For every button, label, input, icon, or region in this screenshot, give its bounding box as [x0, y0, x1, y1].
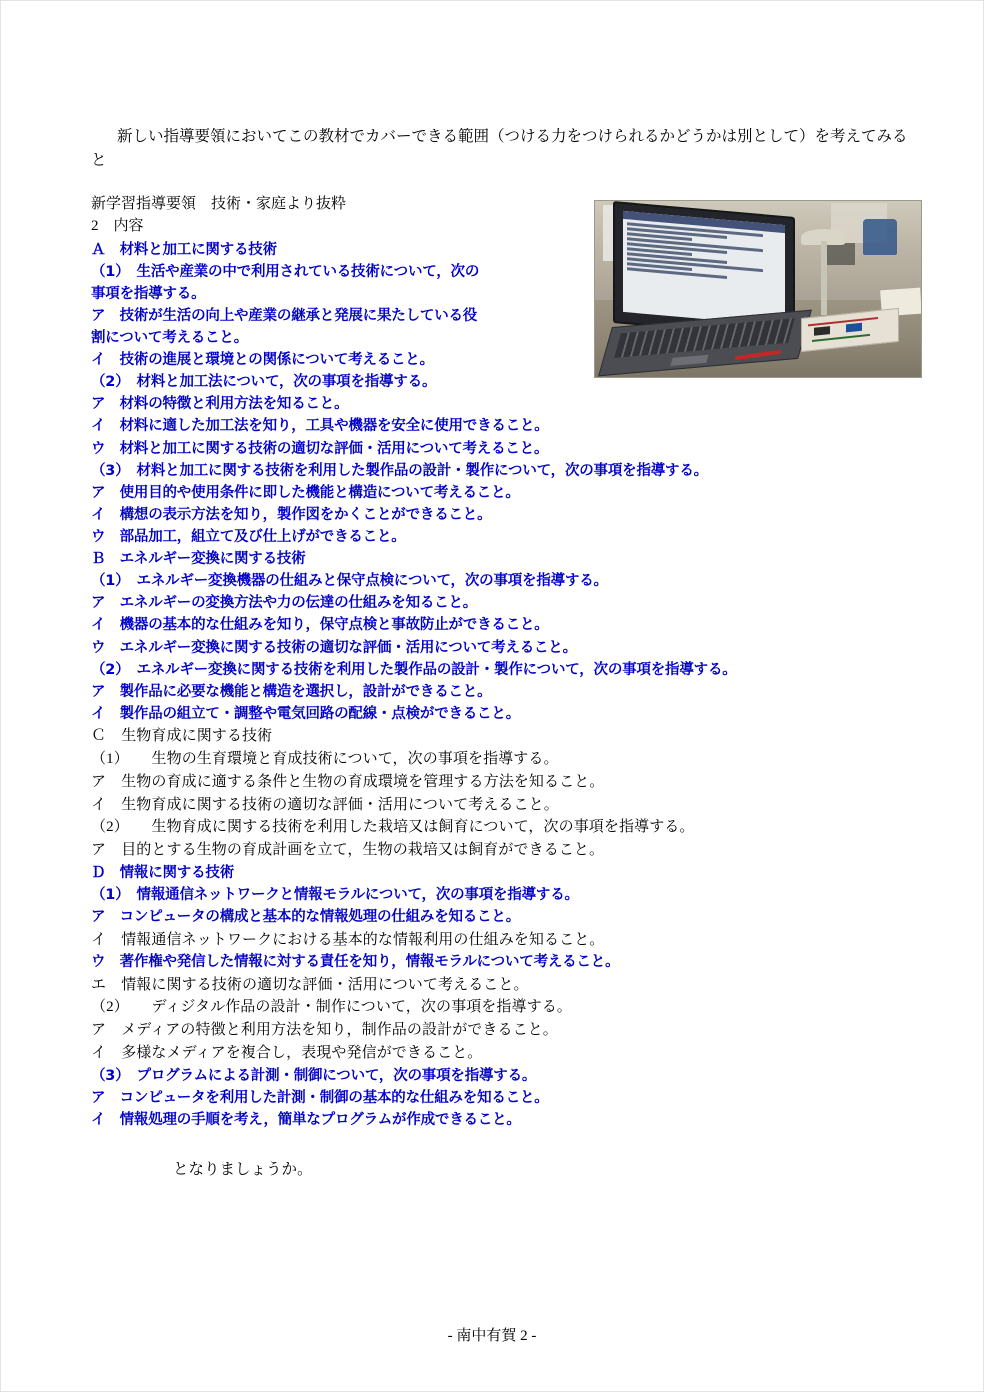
curriculum-line: （3） プログラムによる計測・制御について，次の事項を指導する。: [91, 1068, 537, 1084]
curriculum-line: 割について考えること。: [91, 329, 249, 346]
curriculum-line: （2） ディジタル作品の設計・制作について，次の事項を指導する。: [91, 999, 572, 1016]
curriculum-line: ア エネルギーの変換方法や力の伝達の仕組みを知ること。: [91, 595, 478, 612]
curriculum-line: ア 技術が生活の向上や産業の継承と発展に果たしている役: [91, 307, 478, 324]
curriculum-line: ウ 部品加工，組立て及び仕上げができること。: [91, 528, 406, 545]
curriculum-line: イ 多様なメディアを複合し，表現や発信ができること。: [91, 1045, 483, 1062]
intro-paragraph: [91, 125, 921, 173]
curriculum-line: ア コンピュータを利用した計測・制御の基本的な仕組みを知ること。: [91, 1090, 549, 1107]
curriculum-line: Ｂ エネルギー変換に関する技術: [91, 551, 306, 568]
document-content: [91, 109, 921, 1179]
curriculum-line: ア 生物の育成に適する条件と生物の育成環境を管理する方法を知ること。: [91, 773, 605, 790]
curriculum-line: ア 製作品に必要な機能と構造を選択し，設計ができること。: [91, 683, 492, 700]
curriculum-line: ウ 材料と加工に関する技術の適切な評価・活用について考えること。: [91, 440, 549, 457]
curriculum-line: イ 構想の表示方法を知り，製作図をかくことができること。: [91, 506, 492, 523]
curriculum-line: （1） 生活や産業の中で利用されている技術について，次の: [91, 263, 480, 280]
curriculum-line: ア メディアの特徴と利用方法を知り，制作品の設計ができること。: [91, 1022, 558, 1039]
curriculum-line: （1） 生物の生育環境と育成技術について，次の事項を指導する。: [91, 750, 559, 767]
curriculum-line: エ 情報に関する技術の適切な評価・活用について考えること。: [91, 976, 529, 993]
curriculum-line: イ 情報通信ネットワークにおける基本的な情報利用の仕組みを知ること。: [91, 931, 605, 948]
curriculum-line: イ 生物育成に関する技術の適切な評価・活用について考えること。: [91, 796, 559, 813]
curriculum-line: イ 材料に適した加工法を知り，工具や機器を安全に使用できること。: [91, 418, 549, 435]
curriculum-line: ア コンピュータの構成と基本的な情報処理の仕組みを知ること。: [91, 909, 520, 926]
curriculum-line: （2） 材料と加工法について，次の事項を指導する。: [91, 374, 437, 391]
curriculum-line: （2） エネルギー変換に関する技術を利用した製作品の設計・製作について，次の事項を指導する。: [91, 661, 737, 678]
curriculum-line: （2） 生物育成に関する技術を利用した栽培又は飼育について，次の事項を指導する。: [91, 819, 695, 836]
curriculum-line-list: [91, 239, 921, 1132]
curriculum-line: （3） 材料と加工に関する技術を利用した製作品の設計・製作について，次の事項を指導する。: [91, 462, 708, 479]
curriculum-line: ウ 著作権や発信した情報に対する責任を知り，情報モラルについて考えること。: [91, 954, 620, 971]
curriculum-line: （1） エネルギー変換機器の仕組みと保守点検について，次の事項を指導する。: [91, 573, 608, 590]
intro-text: 新しい指導要領においてこの教材でカバーできる範囲（つける力をつけられるかどうかは別として）を考えてみると: [91, 127, 908, 169]
subtitle-line-1: 新学習指導要領 技術・家庭より抜粋: [91, 195, 347, 212]
curriculum-line: イ 製作品の組立て・調整や電気回路の配線・点検ができること。: [91, 705, 520, 722]
curriculum-line: Ａ 材料と加工に関する技術: [91, 241, 277, 258]
curriculum-line: イ 技術の進展と環境との関係について考えること。: [91, 352, 434, 369]
curriculum-line: ア 目的とする生物の育成計画を立て，生物の栽培又は飼育ができること。: [91, 842, 605, 859]
curriculum-line: イ 機器の基本的な仕組みを知り，保守点検と事故防止ができること。: [91, 617, 549, 634]
curriculum-line: （1） 情報通信ネットワークと情報モラルについて，次の事項を指導する。: [91, 887, 579, 904]
curriculum-line: ア 材料の特徴と利用方法を知ること。: [91, 396, 349, 413]
curriculum-line: Ｄ 情報に関する技術: [91, 865, 234, 882]
curriculum-line: ウ エネルギー変換に関する技術の適切な評価・活用について考えること。: [91, 639, 577, 656]
curriculum-line: ア 使用目的や使用条件に即した機能と構造について考えること。: [91, 484, 520, 501]
closing-text: となりましょうか。: [173, 1161, 313, 1179]
curriculum-line: 事項を指導する。: [91, 285, 206, 302]
subtitle-line-2: 2 内容: [91, 218, 144, 235]
page-footer: - 南中有賀 2 -: [447, 1328, 537, 1344]
curriculum-line: Ｃ 生物育成に関する技術: [91, 727, 273, 744]
curriculum-line: イ 情報処理の手順を考え，簡単なプログラムが作成できること。: [91, 1112, 521, 1129]
